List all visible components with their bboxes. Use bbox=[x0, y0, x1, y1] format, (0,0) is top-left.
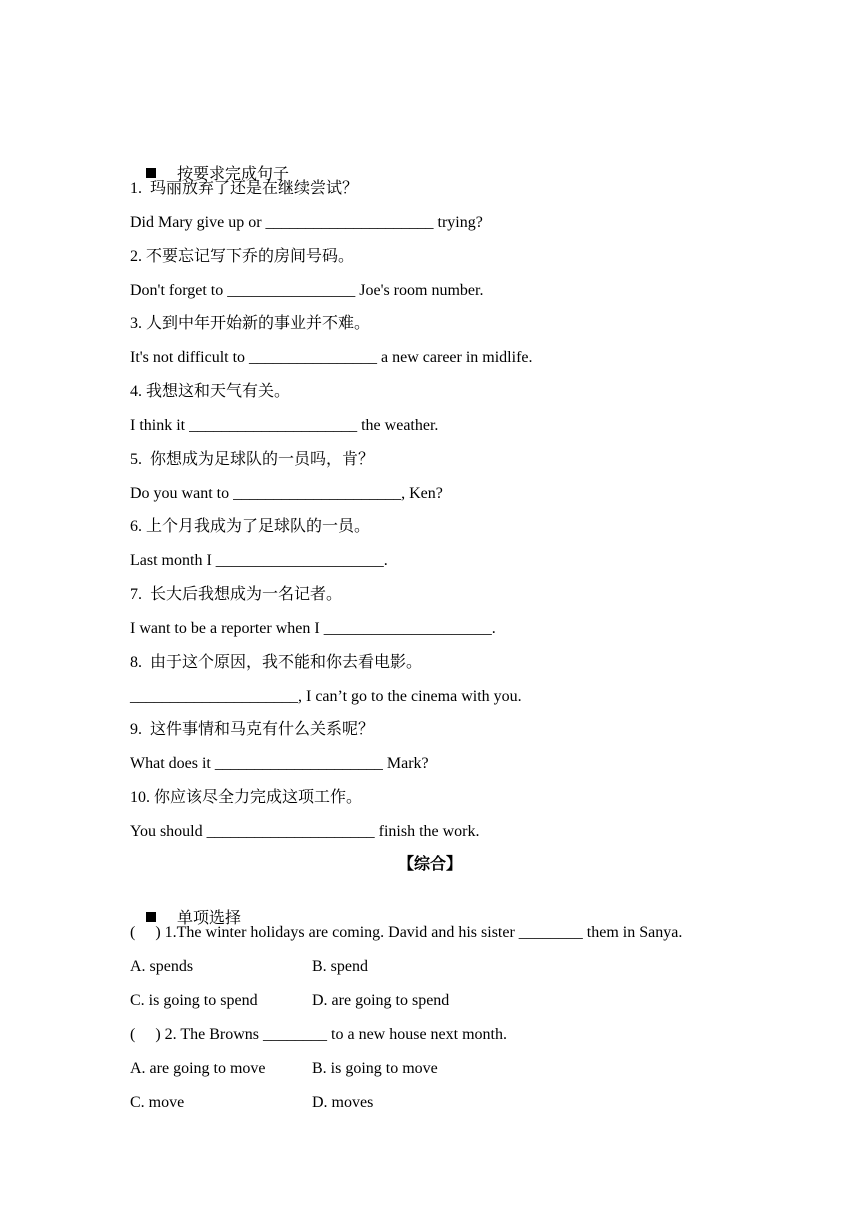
question-8-chinese: 8. 由于这个原因，我不能和你去看电影。 bbox=[130, 654, 423, 671]
question-7-chinese: 7. 长大后我想成为一名记者。 bbox=[130, 586, 343, 603]
mc-question-1-option-d: D. are going to spend bbox=[312, 992, 450, 1009]
comprehensive-section-title: 【综合】 bbox=[397, 856, 462, 873]
question-9-chinese: 9. 这件事情和马克有什么关系呢？ bbox=[130, 721, 375, 738]
mc-question-2-options-row-1 bbox=[130, 1059, 438, 1079]
question-5-chinese: 5. 你想成为足球队的一员吗，肯？ bbox=[130, 451, 375, 468]
question-10-english: You should _____________________ finish the work. bbox=[130, 823, 480, 840]
mc-question-2-option-d: D. moves bbox=[312, 1094, 374, 1111]
section-heading-text: 单项选择 bbox=[177, 910, 242, 927]
mc-question-2-stem: ( ) 2. The Browns ________ to a new house next month. bbox=[130, 1026, 507, 1043]
question-5-english: Do you want to _____________________, Ken? bbox=[130, 485, 443, 502]
question-10-chinese: 10. 你应该尽全力完成这项工作。 bbox=[130, 789, 363, 806]
question-1-chinese: 1. 玛丽放弃了还是在继续尝试？ bbox=[130, 180, 359, 197]
mc-question-2-option-a: A. are going to move bbox=[130, 1060, 266, 1077]
section-heading-complete-sentences bbox=[130, 145, 290, 183]
question-7-english: I want to be a reporter when I _____________________. bbox=[130, 620, 496, 637]
question-1-english: Did Mary give up or _____________________ trying? bbox=[130, 214, 483, 231]
square-bullet-icon bbox=[146, 168, 156, 178]
question-4-english: I think it _____________________ the weather. bbox=[130, 417, 439, 434]
mc-question-1-options-row-1 bbox=[130, 957, 368, 977]
question-2-chinese: 2. 不要忘记写下乔的房间号码。 bbox=[130, 248, 355, 265]
mc-question-1-option-a: A. spends bbox=[130, 958, 194, 975]
question-8-english: _____________________, I can’t go to the cinema with you. bbox=[130, 688, 522, 705]
mc-question-1-option-b: B. spend bbox=[312, 958, 368, 975]
question-3-english: It's not difficult to ________________ a new career in midlife. bbox=[130, 349, 533, 366]
question-2-english: Don't forget to ________________ Joe's room number. bbox=[130, 282, 484, 299]
mc-question-2-option-c: C. move bbox=[130, 1094, 185, 1111]
section-heading-text: 按要求完成句子 bbox=[177, 166, 290, 183]
question-6-english: Last month I _____________________. bbox=[130, 552, 388, 569]
question-9-english: What does it _____________________ Mark? bbox=[130, 755, 429, 772]
question-6-chinese: 6. 上个月我成为了足球队的一员。 bbox=[130, 518, 371, 535]
question-3-chinese: 3. 人到中年开始新的事业并不难。 bbox=[130, 315, 371, 332]
question-4-chinese: 4. 我想这和天气有关。 bbox=[130, 383, 291, 400]
mc-question-1-stem: ( ) 1.The winter holidays are coming. David and his sister ________ them in Sanya. bbox=[130, 924, 683, 941]
square-bullet-icon bbox=[146, 912, 156, 922]
section-heading-multiple-choice bbox=[130, 889, 242, 927]
mc-question-1-option-c: C. is going to spend bbox=[130, 992, 258, 1009]
mc-question-2-options-row-2 bbox=[130, 1093, 374, 1113]
mc-question-2-option-b: B. is going to move bbox=[312, 1060, 438, 1077]
mc-question-1-options-row-2 bbox=[130, 991, 450, 1011]
